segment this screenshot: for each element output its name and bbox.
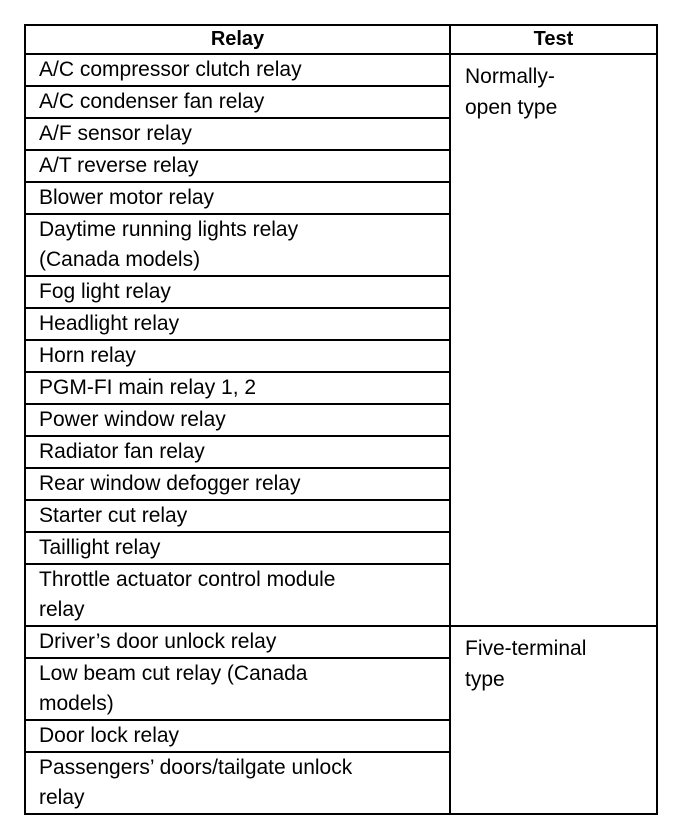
test-type-text: type [465,668,505,691]
relay-name-text: Door lock relay [39,724,180,747]
relay-name-text: A/C compressor clutch relay [39,58,302,81]
relay-name-cell [25,214,450,276]
relay-name-text: Passengers’ doors/tailgate unlock [39,756,353,779]
relay-name-text: Daytime running lights relay [39,218,299,241]
relay-name-cell [25,626,450,658]
relay-name-text: relay [39,598,85,621]
test-column-header: Test [450,25,657,54]
relay-column-header: Relay [25,25,450,54]
test-type-cell [450,54,657,626]
relay-name-cell [25,752,450,814]
relay-name-text: Radiator fan relay [39,440,205,463]
relay-name-cell [25,372,450,404]
test-type-text: Five-terminal [465,637,587,660]
relay-name-cell [25,118,450,150]
table-row [25,54,657,86]
relay-name-cell [25,720,450,752]
table-body [25,54,657,814]
relay-name-cell [25,500,450,532]
relay-name-text: Taillight relay [39,536,161,559]
test-type-text: open type [465,96,558,119]
relay-name-cell [25,182,450,214]
relay-name-text: models) [39,692,114,715]
relay-name-cell [25,54,450,86]
relay-name-cell [25,532,450,564]
relay-name-text: Driver’s door unlock relay [39,630,277,653]
relay-name-text: Horn relay [39,344,136,367]
relay-name-cell [25,276,450,308]
relay-name-text: A/F sensor relay [39,122,192,145]
relay-name-cell [25,436,450,468]
relay-name-text: (Canada models) [39,248,201,271]
relay-name-cell [25,86,450,118]
relay-name-cell [25,564,450,626]
relay-name-text: PGM-FI main relay 1, 2 [39,376,257,399]
relay-name-text: Fog light relay [39,280,171,303]
relay-name-cell [25,150,450,182]
relay-name-text: Starter cut relay [39,504,188,527]
relay-name-text: Blower motor relay [39,186,215,209]
test-type-cell [450,626,657,814]
relay-name-text: Rear window defogger relay [39,472,301,495]
relay-name-cell [25,340,450,372]
relay-name-cell [25,468,450,500]
relay-name-text: Headlight relay [39,312,180,335]
relay-name-cell [25,308,450,340]
relay-name-cell [25,404,450,436]
relay-name-text: Power window relay [39,408,226,431]
test-type-text: Normally- [465,65,555,88]
relay-name-text: A/T reverse relay [39,154,199,177]
relay-name-text: relay [39,786,85,809]
relay-test-table [24,24,658,815]
relay-name-text: Throttle actuator control module [39,568,336,591]
relay-name-cell [25,658,450,720]
table-header-row [25,25,657,54]
relay-name-text: Low beam cut relay (Canada [39,662,308,685]
relay-name-text: A/C condenser fan relay [39,90,265,113]
table-row [25,626,657,658]
